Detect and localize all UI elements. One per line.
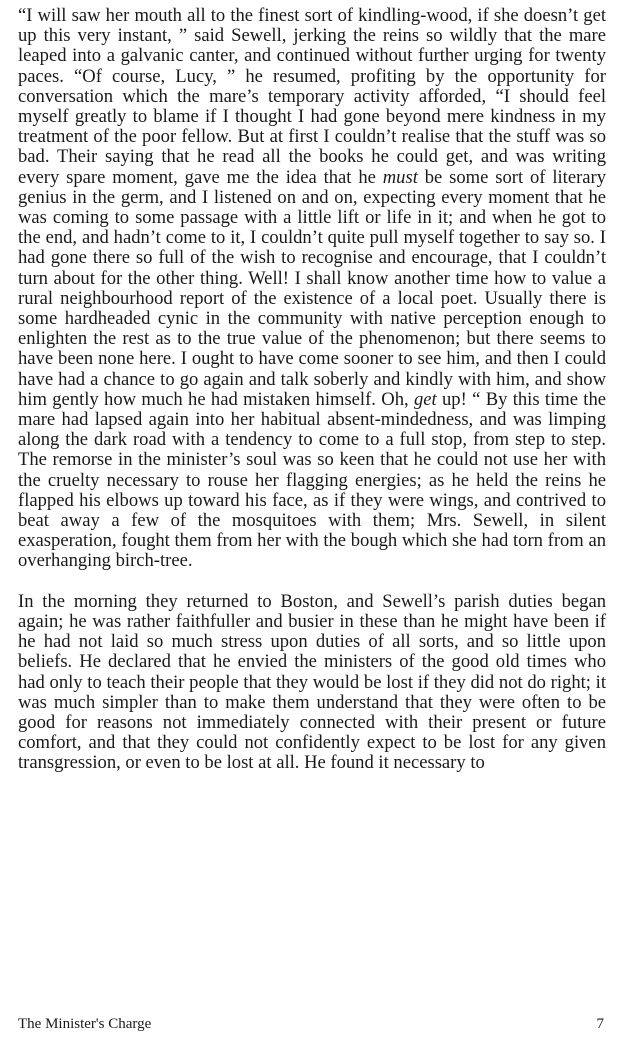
text-segment: “I will saw her mouth all to the finest sort of kindling-wood, if she doesn’t get up this very instant, ” said Sewell, jerking the reins so wildly that the mare leaped into a galvanic canter, and continued without further urging for twenty paces. “Of course, Lucy, ” he resumed, profiting by the opportunity for conversation which the mare’s temporary activity afforded, “I should feel myself greatly to blame if I thought I had gone beyond mere kindness in my treatment of the poor fellow. But at first I couldn’t realise that the stuff was so bad. Their saying that he read all the books he could get, and was writing every spare moment, gave me the idea that he — [18, 5, 606, 188]
italic-emphasis: must — [382, 166, 418, 188]
page-number: 7 — [596, 1016, 604, 1032]
paragraph-1 — [18, 6, 606, 572]
page-footer — [18, 1016, 604, 1033]
running-title: The Minister's Charge — [18, 1016, 152, 1032]
text-segment: up! “ By this time the mare had lapsed again into her habitual absent-mindedness, and was limping along the dark road with a tendency to come to a full stop, from step to step. The remorse in the minister’s soul was so keen that he could not use her with the cruelty necessary to rouse her flagging energies; as he held the reins he flapped his elbows up toward his face, as if they were wings, and contrived to beat away a few of the mosquitoes with them; Mrs. Sewell, in silent exasperation, fought them from her with the bough which she had torn from an overhanging birch-tree. — [18, 388, 606, 572]
italic-emphasis: get — [413, 388, 437, 410]
paragraph-2 — [18, 592, 606, 774]
body-text — [18, 6, 606, 774]
text-segment: be some sort of literary genius in the germ, and I listened on and on, expecting every moment that he was coming to some passage with a little lift or life in it; and when he got to the end, and hadn’t come to it, I couldn’t quite pull myself together to say so. I had gone there so full of the wish to recognise and encourage, that I couldn’t turn about for the other thing. Well! I shall know another time how to value a rural neighbourhood report of the existence of a local poet. Usually there is some hardheaded cynic in the community with native perception enough to enlighten the rest as to the true value of the phenomenon; but there seems to have been none here. I ought to have come sooner to see him, and then I could have had a chance to go again and talk soberly and kindly with him, and show him gently how much he had mistaken himself. Oh, — [18, 166, 607, 410]
text-segment: In the morning they returned to Boston, and Sewell’s parish duties began again; he was rather faithfuller and busier in these than he might have been if he had not laid so much stress upon duties of all sorts, and so little upon beliefs. He declared that he envied the ministers of the good old times who had only to teach their people that they would be lost if they did not do right; it was much simpler than to make them understand that they were often to be good for reasons not immediately connected with their present or future comfort, and that they could not confidently expect to be lost for any given transgression, or even to be lost at all. He found it necessary to — [18, 590, 606, 774]
